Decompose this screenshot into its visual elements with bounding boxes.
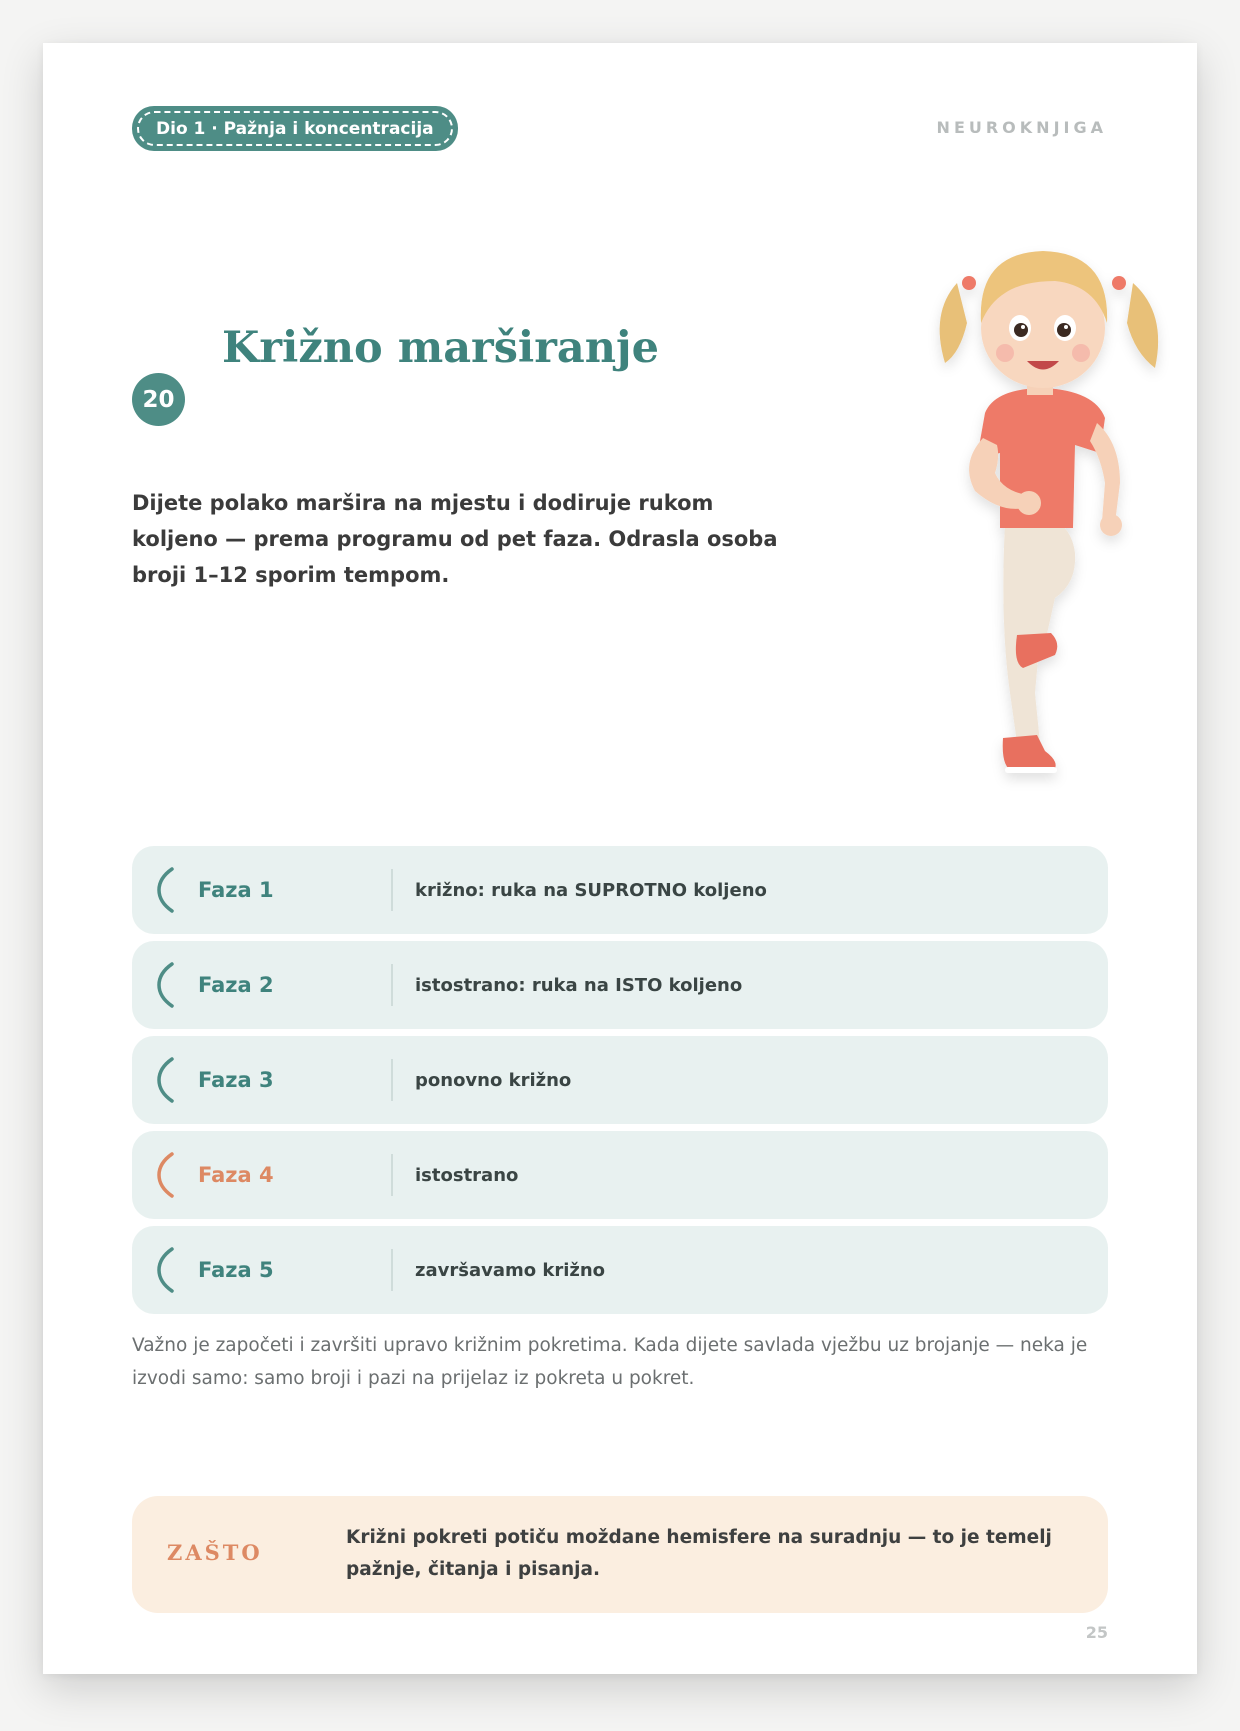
phase-divider — [391, 1249, 393, 1291]
chapter-label: Dio 1 · Pažnja i koncentracija — [156, 118, 434, 139]
brand-name: NEUROKNJIGA — [936, 118, 1107, 137]
phase-divider — [391, 869, 393, 911]
phase-label: Faza 1 — [198, 878, 274, 902]
bracket-icon — [156, 1056, 176, 1104]
phase-list — [132, 846, 1108, 1321]
phase-description: završavamo križno — [415, 1259, 606, 1281]
phase-row — [132, 846, 1108, 934]
why-text: Križni pokreti potiču moždane hemisfere na suradnju — to je temelj pažnje, čitanja i pisanja. — [346, 1527, 1052, 1580]
phase-row — [132, 1226, 1108, 1314]
phase-divider — [391, 964, 393, 1006]
phase-row — [132, 941, 1108, 1029]
phase-label: Faza 5 — [198, 1258, 274, 1282]
bracket-icon — [156, 961, 176, 1009]
bracket-icon — [156, 866, 176, 914]
bracket-icon — [156, 1151, 176, 1199]
page-number: 25 — [1085, 1623, 1108, 1642]
why-label: ZAŠTO — [167, 1540, 263, 1565]
exercise-number-badge: 20 — [132, 373, 185, 426]
bracket-icon — [156, 1246, 176, 1294]
phase-description: ponovno križno — [415, 1069, 572, 1091]
phase-row — [132, 1131, 1108, 1219]
exercise-title: Križno marširanje — [222, 323, 659, 373]
why-box — [132, 1496, 1108, 1613]
phase-description: istostrano — [415, 1164, 519, 1186]
phase-label: Faza 3 — [198, 1068, 274, 1092]
phase-description: križno: ruka na SUPROTNO koljeno — [415, 879, 767, 901]
chapter-badge — [132, 106, 458, 151]
phase-row — [132, 1036, 1108, 1124]
phase-label: Faza 2 — [198, 973, 274, 997]
book-page — [43, 43, 1197, 1674]
phase-divider — [391, 1059, 393, 1101]
phase-divider — [391, 1154, 393, 1196]
phase-label: Faza 4 — [198, 1163, 274, 1187]
exercise-note: Važno je započeti i završiti upravo križnim pokretima. Kada dijete savlada vježbu uz brojanje — neka je izvodi samo: samo broji i pazi na prijelaz iz pokreta u pokret. — [132, 1335, 1088, 1389]
phase-description: istostrano: ruka na ISTO koljeno — [415, 974, 743, 996]
exercise-intro: Dijete polako maršira na mjestu i dodiruje rukom koljeno — prema programu od pet faza. Odrasla osoba broji 1–12 sporim tempom. — [132, 491, 778, 587]
girl-marching-illustration — [905, 223, 1185, 803]
